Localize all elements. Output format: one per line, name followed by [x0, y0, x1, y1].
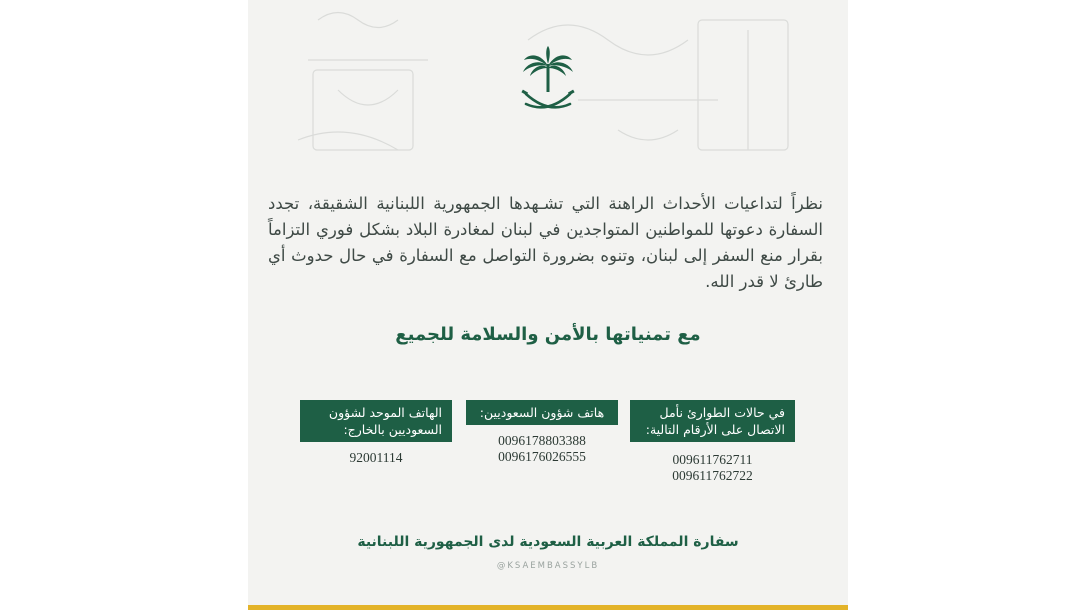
- emergency-contact-label: في حالات الطوارئ نأمل الاتصال على الأرقام التالية:: [630, 400, 795, 442]
- embassy-name: سفارة المملكة العربية السعودية لدى الجمهورية اللبنانية: [357, 534, 739, 550]
- wishes-heading: مع تمنياتها بالأمن والسلامة للجميع: [395, 324, 701, 345]
- unified-phone-number[interactable]: 92001114: [349, 450, 403, 465]
- unified-phone-label: الهاتف الموحد لشؤون السعوديين بالخارج:: [300, 400, 452, 442]
- emergency-contact-block: [630, 400, 795, 484]
- emblem-icon: [518, 44, 578, 120]
- gold-bottom-bar: [248, 605, 848, 610]
- saudi-affairs-phone-number[interactable]: 0096178803388: [498, 433, 586, 448]
- announcement-card: [248, 0, 848, 610]
- emergency-phone-number[interactable]: 009611762711: [672, 452, 753, 467]
- unified-phone-contact-block: [300, 400, 452, 466]
- emergency-phone-number[interactable]: 009611762722: [672, 468, 753, 483]
- saudi-affairs-phone-number[interactable]: 0096176026555: [498, 449, 586, 464]
- saudi-affairs-label: هاتف شؤون السعوديين:: [466, 400, 618, 425]
- announcement-paragraph: نظراً لتداعيات الأحداث الراهنة التي تشـهدها الجمهورية اللبنانية الشقيقة، تجدد السفارة دعوتها للمواطنين المتواجدين في لبنان لمغادرة البلاد بشكل فوري التزاماً بقرار منع السفر إلى لبنان، وتنوه بضرورة التواصل مع السفارة في حال حدوث أي طارئ لا قدر الله.: [268, 194, 823, 291]
- saudi-affairs-contact-block: [466, 400, 618, 465]
- social-handle[interactable]: @KSAEMBASSYLB: [496, 561, 600, 571]
